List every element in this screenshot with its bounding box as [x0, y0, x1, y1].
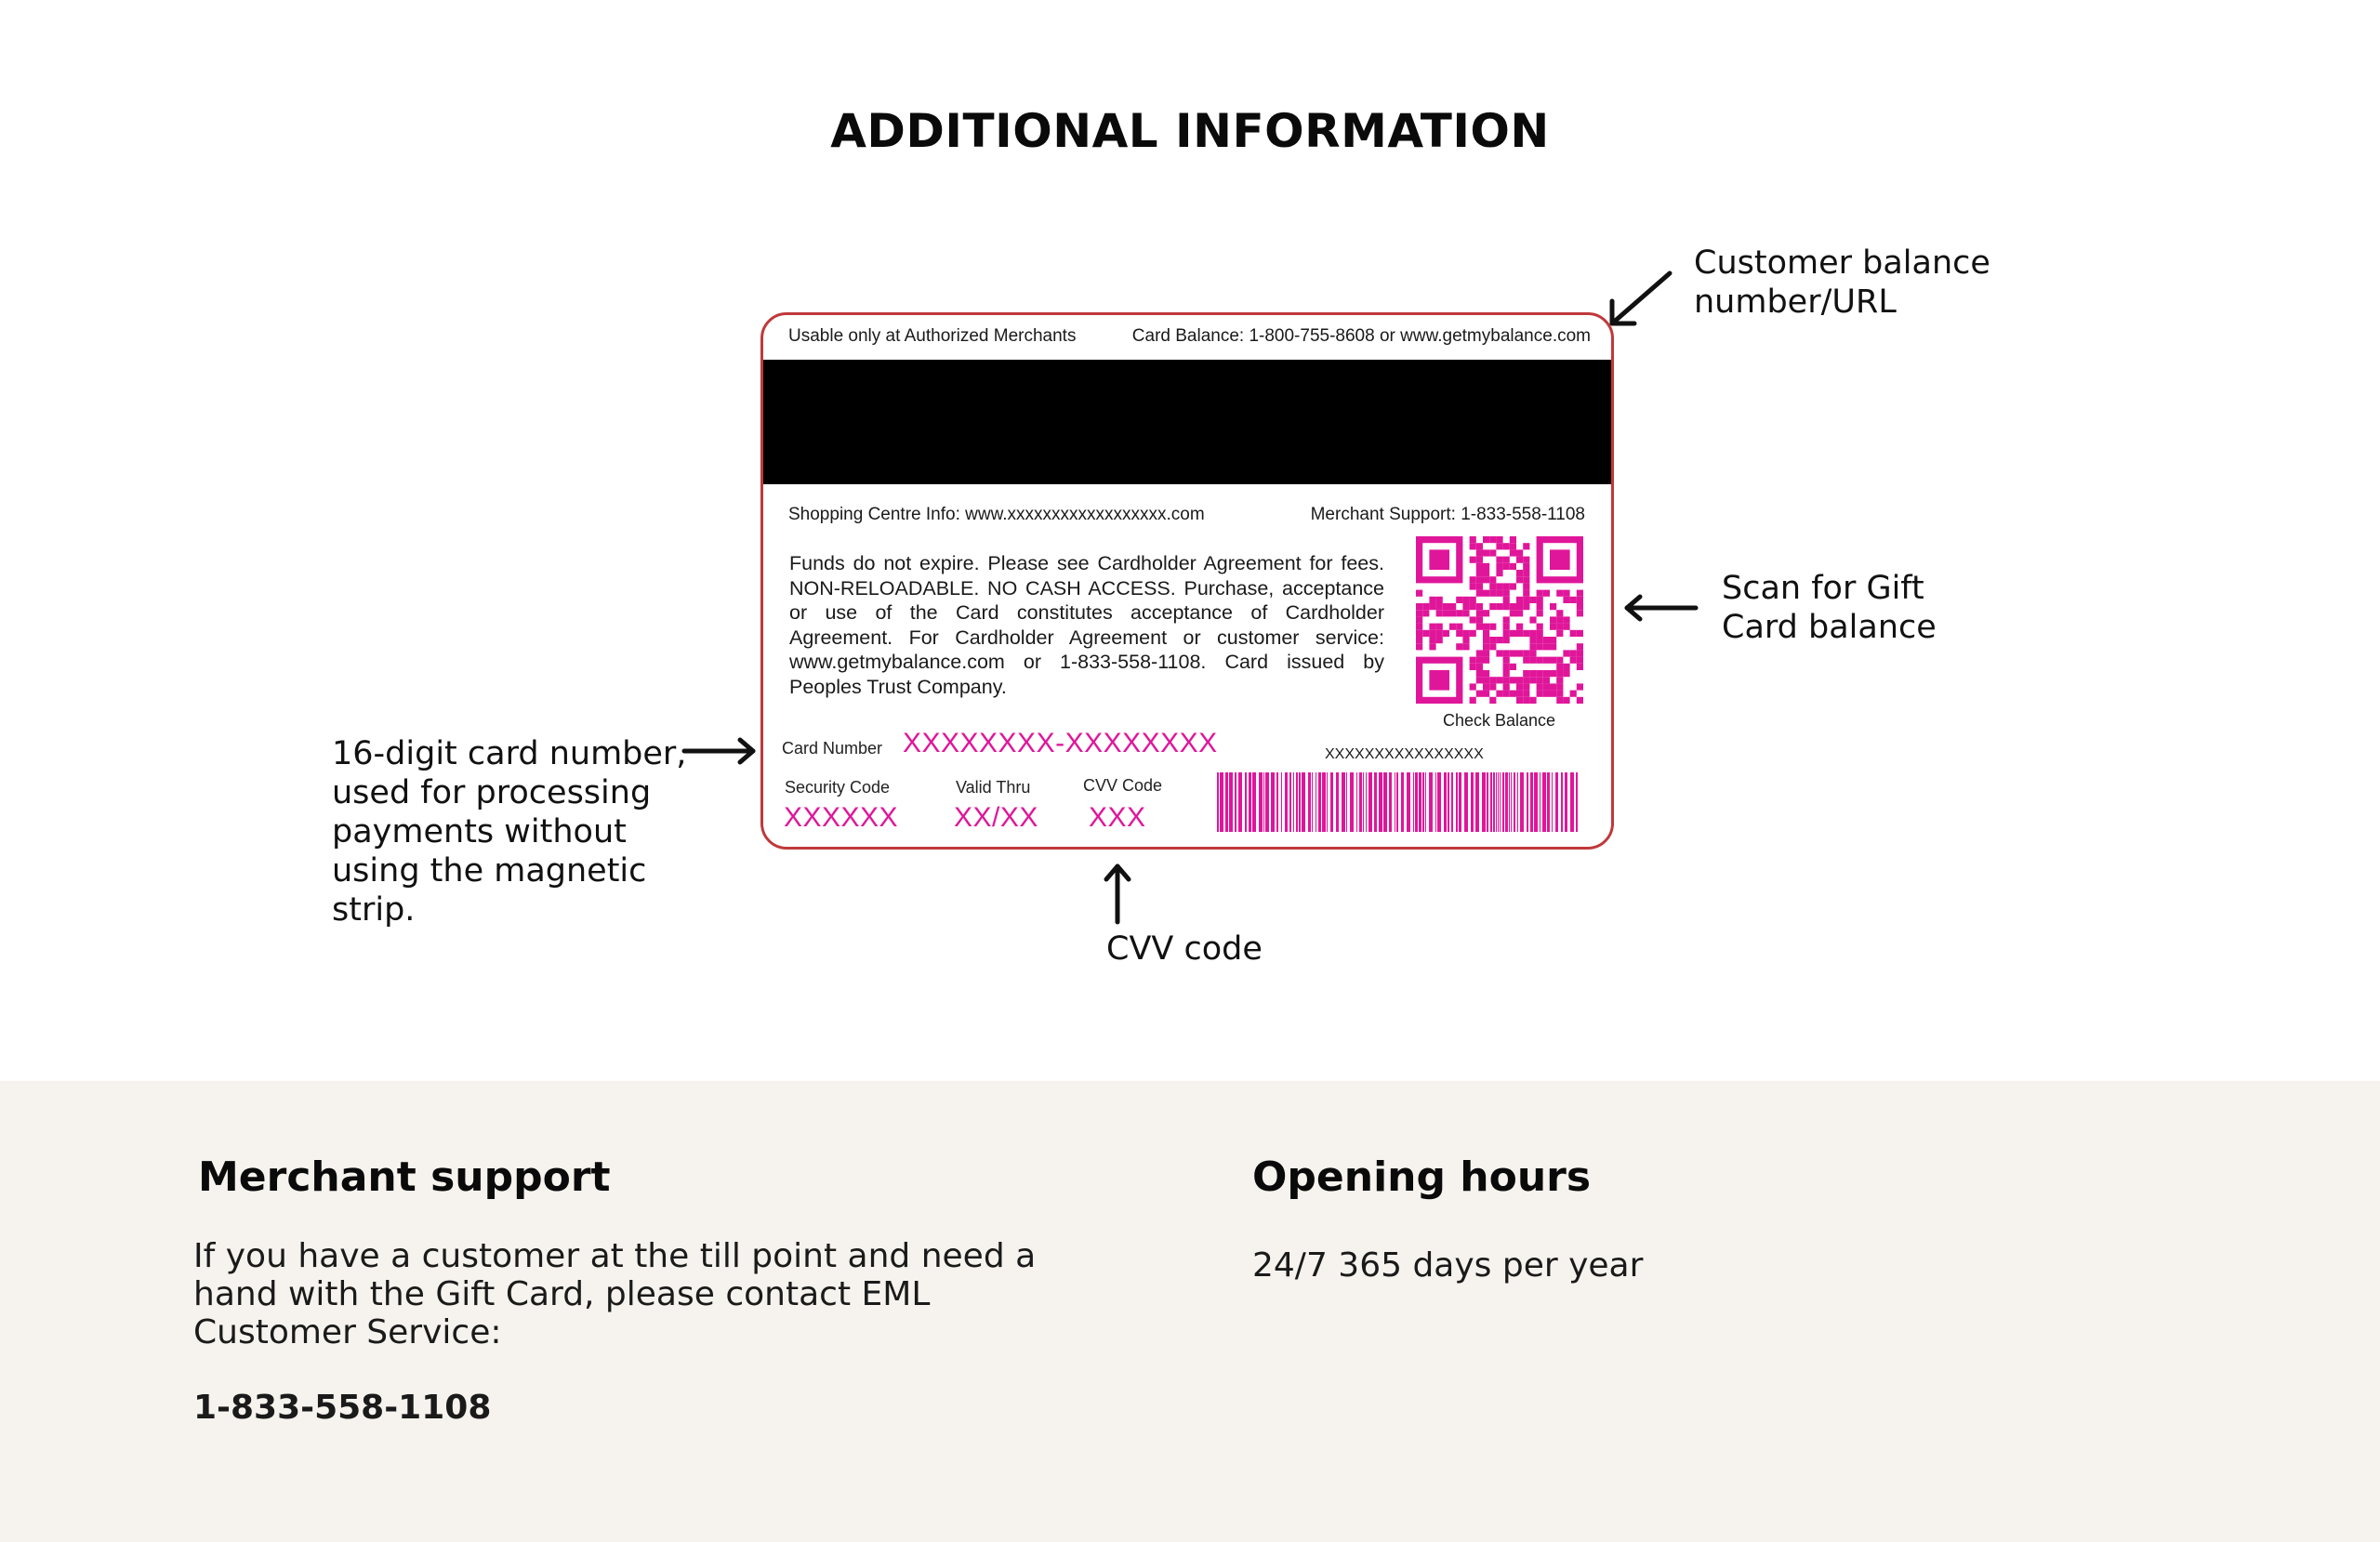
- arrow-up-icon: [1099, 861, 1136, 926]
- security-code-value: XXXXXX: [784, 802, 899, 833]
- barcode-number: XXXXXXXXXXXXXXXX: [1325, 746, 1484, 762]
- opening-hours-title: Opening hours: [1252, 1153, 1592, 1201]
- cvv-value: XXX: [1089, 802, 1146, 833]
- valid-thru-label: Valid Thru: [956, 778, 1031, 797]
- valid-thru-value: XX/XX: [954, 802, 1038, 833]
- page-title: ADDITIONAL INFORMATION: [830, 104, 1550, 158]
- merchant-support-phone[interactable]: 1-833-558-1108: [193, 1389, 492, 1427]
- magnetic-stripe: [763, 360, 1611, 484]
- qr-code-icon: [1416, 536, 1583, 704]
- opening-hours-body: 24/7 365 days per year: [1252, 1246, 1644, 1285]
- annotation-scan-balance: Scan for Gift Card balance: [1722, 570, 1937, 646]
- gift-card-back: [760, 312, 1614, 850]
- merchant-support-title: Merchant support: [198, 1153, 611, 1201]
- card-number-label: Card Number: [782, 739, 883, 758]
- merchant-support-line: Merchant Support: 1-833-558-1108: [1310, 505, 1585, 524]
- card-number-value: XXXXXXXX-XXXXXXXX: [903, 728, 1218, 758]
- arrow-left-icon: [1621, 589, 1699, 626]
- annotation-card-number: 16-digit card number, used for processing payments without using the magnetic strip.: [332, 735, 687, 929]
- card-usage-note: Usable only at Authorized Merchants: [788, 326, 1077, 346]
- security-code-label: Security Code: [785, 778, 891, 797]
- barcode-icon: [1217, 772, 1580, 832]
- card-terms: Funds do not expire. Please see Cardholder Agreement for fees. NON-RELOADABLE. NO CASH ACCESS. Purchase, acceptance or use of the Card constitutes acceptance of Cardholder Agreement. For Cardholder Agreement or customer service: www.getmybalance.com or 1-833-558-1108. Card issued by Peoples Trust Company.: [789, 552, 1384, 698]
- merchant-support-body: If you have a customer at the till point and need a hand with the Gift Card, please contact EML Customer Service:: [193, 1237, 1037, 1351]
- arrow-right-icon: [681, 732, 759, 770]
- check-balance-label: Check Balance: [1443, 711, 1556, 730]
- shopping-centre-info: Shopping Centre Info: www.xxxxxxxxxxxxxxxxxx.com: [788, 505, 1205, 524]
- info-band: [0, 1081, 2380, 1542]
- cvv-label: CVV Code: [1083, 776, 1163, 795]
- annotation-balance-number: Customer balance number/URL: [1694, 244, 1990, 321]
- arrow-down-left-icon: [1601, 270, 1685, 335]
- card-balance-line: Card Balance: 1-800-755-8608 or www.getmybalance.com: [1131, 326, 1591, 346]
- annotation-cvv: CVV code: [1106, 930, 1263, 968]
